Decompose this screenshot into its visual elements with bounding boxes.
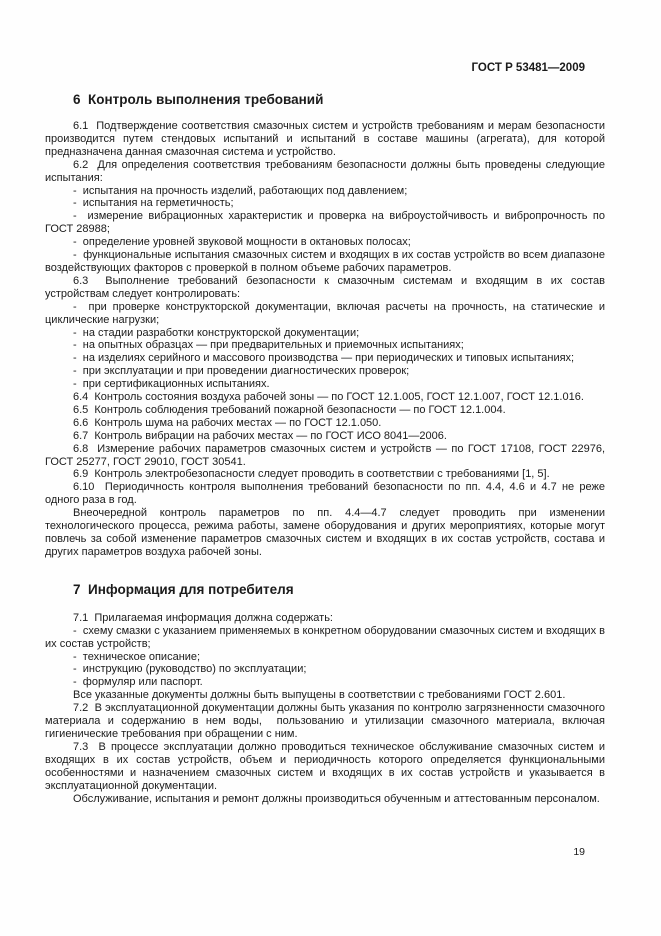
list-item: - испытания на герметичность; xyxy=(73,197,234,210)
list-item: - инструкцию (руководство) по эксплуатации; xyxy=(73,663,307,676)
page-number: 19 xyxy=(573,846,585,858)
paragraph: 6.8 Измерение рабочих параметров смазочных систем и устройств — по ГОСТ 17108, ГОСТ 22976, ГОСТ 25277, ГОСТ 29010, ГОСТ 30541. xyxy=(45,442,605,468)
paragraph: 7.2 В эксплуатационной документации должны быть указания по контролю загрязненности смазочного материала и содержанию в нем воды, пользованию и утилизации смазочного материала, включая гигиенические требования при обращении с ним. xyxy=(45,702,605,740)
paragraph: 6.4 Контроль состояния воздуха рабочей зоны — по ГОСТ 12.1.005, ГОСТ 12.1.007, ГОСТ 12.1.016. xyxy=(73,391,584,404)
paragraph: 6.5 Контроль соблюдения требований пожарной безопасности — по ГОСТ 12.1.004. xyxy=(73,403,506,416)
paragraph: 6.7 Контроль вибрации на рабочих местах — по ГОСТ ИСО 8041—2006. xyxy=(73,429,447,442)
paragraph: Все указанные документы должны быть выпущены в соответствии с требованиями ГОСТ 2.601. xyxy=(73,689,566,702)
section-7-heading: 7 Информация для потребителя xyxy=(73,581,294,597)
list-item: - при эксплуатации и при проведении диагностических проверок; xyxy=(73,365,410,378)
list-item: - формуляр или паспорт. xyxy=(73,676,203,689)
list-item: - определение уровней звуковой мощности в октановых полосах; xyxy=(73,236,411,249)
doc-code-header: ГОСТ Р 53481—2009 xyxy=(471,62,585,74)
paragraph: 7.1 Прилагаемая информация должна содержать: xyxy=(73,611,333,624)
list-item: - при сертификационных испытаниях. xyxy=(73,378,270,391)
paragraph: 7.3 В процессе эксплуатации должно проводиться техническое обслуживание смазочных систем и входящих в их состав устройств, объем и периодичность которого определяется функциональными особенностями и назначением смазочных систем и входящих в их состав устройств и указывается в эксплуатационной документации. xyxy=(45,740,605,792)
list-item: - функциональные испытания смазочных систем и входящих в их состав устройств во всем диапазоне воздействующих факторов с проверкой в полном объеме рабочих параметров. xyxy=(45,249,605,274)
list-item: - на стадии разработки конструкторской документации; xyxy=(73,326,360,339)
list-item: - на опытных образцах — при предварительных и приемочных испытаниях; xyxy=(73,339,464,352)
list-item: - техническое описание; xyxy=(73,650,201,663)
paragraph: Обслуживание, испытания и ремонт должны производиться обученным и аттестованным персоналом. xyxy=(73,792,600,805)
paragraph: 6.1 Подтверждение соответствия смазочных систем и устройств требованиям и мерам безопасности производится путем стендовых испытаний и испытаний в составе машины (агрегата), для которой предназначена данная смазочная система и устройство. xyxy=(45,120,605,158)
list-item: - при проверке конструкторской документации, включая расчеты на прочность, на статические и циклические нагрузки; xyxy=(45,300,605,326)
paragraph: Внеочередной контроль параметров по пп. 4.4—4.7 следует проводить при изменении технологического процесса, режима работы, замене оборудования и других мероприятиях, которые могут повлечь за собой изменение параметров смазочных систем и входящих в их состав устройств, состава и других параметров воздуха рабочей зоны. xyxy=(45,507,605,558)
paragraph: 6.2 Для определения соответствия требованиям безопасности должны быть проведены следующие испытания: xyxy=(45,158,605,184)
paragraph: 6.10 Периодичность контроля выполнения требований безопасности по пп. 4.4, 4.6 и 4.7 не реже одного раза в год. xyxy=(45,481,605,507)
paragraph: 6.6 Контроль шума на рабочих местах — по ГОСТ 12.1.050. xyxy=(73,416,382,429)
list-item: - на изделиях серийного и массового производства — при периодических и типовых испытаниях; xyxy=(73,352,575,365)
paragraph: 6.9 Контроль электробезопасности следует проводить в соответствии с требованиями [1, 5]. xyxy=(73,468,550,481)
list-item: - измерение вибрационных характеристик и проверка на виброустойчивость и вибропрочность по ГОСТ 28988; xyxy=(45,210,605,236)
list-item: - схему смазки с указанием применяемых в конкретном оборудовании смазочных систем и входящих в их состав устройств; xyxy=(45,624,605,650)
section-6-body xyxy=(45,120,605,559)
section-7-body xyxy=(45,612,605,806)
paragraph: 6.3 Выполнение требований безопасности к смазочным системам и входящим в их состав устройствам следует контролировать: xyxy=(45,274,605,300)
section-6-heading: 6 Контроль выполнения требований xyxy=(73,92,324,107)
list-item: - испытания на прочность изделий, работающих под давлением; xyxy=(73,184,408,197)
